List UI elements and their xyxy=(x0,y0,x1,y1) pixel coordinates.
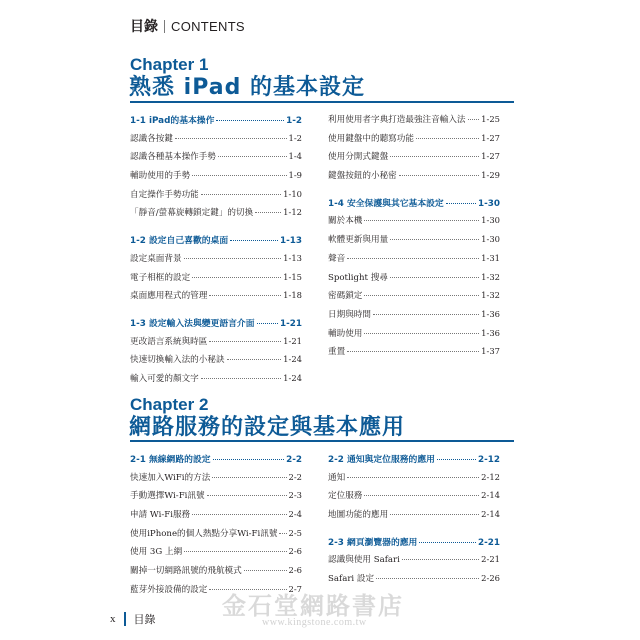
toc-leader-dots xyxy=(347,258,479,259)
toc-leader-dots xyxy=(376,578,479,579)
toc-leader-dots xyxy=(347,477,479,478)
chapter1-label: Chapter 1 xyxy=(130,55,209,74)
toc-entry xyxy=(130,527,302,546)
toc-entry-page: 1-27 xyxy=(481,132,500,143)
toc-entry-title: 密碼鎖定 xyxy=(328,291,363,302)
toc-entry xyxy=(130,289,302,308)
toc-entry-page: 1-32 xyxy=(481,290,500,301)
toc-entry-title: 使用分開式鍵盤 xyxy=(328,152,389,163)
toc-entry-page: 2-12 xyxy=(477,455,500,465)
toc-leader-dots xyxy=(255,212,281,213)
toc-entry-page: 1-2 xyxy=(288,132,302,143)
toc-leader-dots xyxy=(184,551,286,552)
toc-entry-page: 2-4 xyxy=(288,509,302,520)
toc-entry-title: 申請 Wi-Fi服務 xyxy=(130,510,191,521)
toc-entry-title: 通知 xyxy=(328,472,346,483)
chapter1-rule xyxy=(130,101,514,103)
header-title-en: CONTENTS xyxy=(171,18,245,34)
chapter2-right-column xyxy=(328,452,500,591)
chapter2-title: 網路服務的設定與基本應用 xyxy=(129,415,406,440)
toc-entry-title: 輸入可愛的顏文字 xyxy=(130,373,199,384)
toc-entry-page: 2-5 xyxy=(288,527,302,538)
toc-leader-dots xyxy=(279,533,286,534)
toc-entry xyxy=(328,271,500,290)
chapter2-rule xyxy=(130,440,514,442)
toc-entry-page: 1-13 xyxy=(283,252,302,263)
toc-entry xyxy=(328,471,500,490)
toc-entry-title: 地圖功能的應用 xyxy=(328,510,389,521)
watermark-logo: 金石堂網路書店 xyxy=(222,591,404,620)
toc-leader-dots xyxy=(212,477,286,478)
toc-leader-dots xyxy=(227,359,282,360)
toc-entry xyxy=(328,289,500,308)
toc-entry xyxy=(328,233,500,252)
toc-section-entry xyxy=(130,452,302,471)
toc-entry-page: 1-10 xyxy=(283,188,302,199)
toc-leader-dots xyxy=(416,138,479,139)
toc-entry-page: 2-2 xyxy=(288,471,302,482)
toc-entry xyxy=(328,308,500,327)
toc-entry xyxy=(328,132,500,151)
toc-entry-title: 鍵盤按鈕的小秘密 xyxy=(328,171,397,182)
toc-entry-title: 桌面應用程式的管理 xyxy=(130,291,208,302)
toc-entry-page: 1-36 xyxy=(481,308,500,319)
header-divider xyxy=(164,20,165,33)
toc-entry-title: 2-3 網頁瀏覽器的應用 xyxy=(328,537,418,548)
footer-label: 目錄 xyxy=(133,613,156,626)
toc-entry-page: 1-27 xyxy=(481,151,500,162)
toc-leader-dots xyxy=(373,314,479,315)
toc-entry-page: 1-24 xyxy=(283,372,302,383)
toc-entry xyxy=(130,353,302,372)
toc-leader-dots xyxy=(347,351,479,352)
toc-entry-page: 2-7 xyxy=(288,583,302,594)
toc-entry xyxy=(130,132,302,151)
toc-entry-title: 輔助使用的手勢 xyxy=(130,171,191,182)
toc-section-entry xyxy=(130,113,302,132)
toc-entry-title: 1-2 設定自己喜歡的桌面 xyxy=(130,236,229,247)
toc-leader-dots xyxy=(437,459,476,460)
toc-entry xyxy=(130,489,302,508)
toc-leader-dots xyxy=(419,542,476,543)
toc-leader-dots xyxy=(209,341,281,342)
toc-entry-title: 日期與時間 xyxy=(328,309,371,320)
toc-leader-dots xyxy=(218,156,287,157)
toc-entry xyxy=(130,372,302,391)
toc-leader-dots xyxy=(390,156,479,157)
toc-leader-dots xyxy=(192,175,286,176)
toc-entry-page: 1-36 xyxy=(481,327,500,338)
toc-entry-title: 關於本機 xyxy=(328,216,363,227)
toc-entry-title: 軟體更新與用量 xyxy=(328,235,389,246)
toc-section-entry xyxy=(130,233,302,252)
toc-leader-dots xyxy=(257,323,278,324)
toc-section-entry xyxy=(328,196,500,215)
toc-leader-dots xyxy=(364,333,479,334)
toc-leader-dots xyxy=(390,514,479,515)
toc-entry-title: 使用鍵盤中的聽寫功能 xyxy=(328,133,414,144)
toc-entry-page: 2-2 xyxy=(286,455,302,465)
toc-entry xyxy=(130,271,302,290)
toc-leader-dots xyxy=(184,258,282,259)
toc-entry xyxy=(130,252,302,271)
chapter1-title: 熟悉 iPad 的基本設定 xyxy=(129,75,365,100)
toc-leader-dots xyxy=(192,514,286,515)
toc-leader-dots xyxy=(399,175,479,176)
toc-entry-title: 聲音 xyxy=(328,253,346,264)
toc-leader-dots xyxy=(244,570,287,571)
toc-entry-page: 2-12 xyxy=(481,471,500,482)
toc-leader-dots xyxy=(446,203,476,204)
chapter1-left-column xyxy=(130,113,302,391)
toc-entry-title: 藍芽外接設備的設定 xyxy=(130,584,208,595)
toc-entry-page: 1-24 xyxy=(283,354,302,365)
toc-entry-page: 2-6 xyxy=(288,565,302,576)
toc-entry-title: 自定操作手勢功能 xyxy=(130,189,199,200)
toc-entry-title: 2-2 通知與定位服務的應用 xyxy=(328,455,435,465)
toc-entry-page: 1-29 xyxy=(481,170,500,181)
toc-entry-title: 快速切換輸入法的小秘訣 xyxy=(130,355,225,366)
toc-entry xyxy=(130,188,302,207)
chapter1-right-column xyxy=(328,113,500,364)
toc-entry xyxy=(328,553,500,572)
toc-entry-title: 手動選擇Wi-Fi訊號 xyxy=(130,491,205,502)
toc-entry xyxy=(328,489,500,508)
toc-entry-page: 1-25 xyxy=(481,114,500,124)
toc-leader-dots xyxy=(216,120,284,121)
toc-entry-title: 重置 xyxy=(328,347,346,358)
toc-entry-page: 2-14 xyxy=(481,490,500,501)
toc-leader-dots xyxy=(402,559,479,560)
toc-entry-page: 1-30 xyxy=(481,215,500,226)
toc-leader-dots xyxy=(175,138,287,139)
toc-entry xyxy=(130,508,302,527)
toc-entry-title: 利用使用者字典打造最強注音輸入法 xyxy=(328,115,466,125)
toc-entry-page: 1-32 xyxy=(481,271,500,282)
toc-entry-page: 1-15 xyxy=(283,271,302,282)
toc-entry-title: 使用 3G 上網 xyxy=(130,547,183,558)
toc-entry-page: 1-13 xyxy=(279,236,302,247)
toc-entry-page: 1-9 xyxy=(288,170,302,181)
toc-section-entry xyxy=(328,452,500,471)
toc-leader-dots xyxy=(390,277,479,278)
toc-entry xyxy=(328,150,500,169)
toc-leader-dots xyxy=(364,495,479,496)
toc-leader-dots xyxy=(364,295,479,296)
toc-entry-page: 2-14 xyxy=(481,509,500,520)
footer-bar xyxy=(124,612,126,626)
toc-entry xyxy=(328,214,500,233)
toc-entry-title: 1-3 設定輸入法與變更語言介面 xyxy=(130,318,255,329)
toc-entry-title: 更改語言系統與時區 xyxy=(130,336,208,347)
toc-entry-title: 定位服務 xyxy=(328,491,363,502)
toc-entry-title: 「靜音/螢幕旋轉鎖定鍵」的切換 xyxy=(130,208,254,219)
toc-section-entry xyxy=(130,316,302,335)
toc-entry xyxy=(328,113,500,132)
toc-entry xyxy=(130,471,302,490)
toc-entry xyxy=(328,327,500,346)
toc-entry-title: 1-4 安全保護與其它基本設定 xyxy=(328,198,444,209)
toc-entry xyxy=(328,508,500,527)
page-footer xyxy=(110,611,156,627)
toc-entry-page: 2-26 xyxy=(481,573,500,584)
toc-entry xyxy=(130,169,302,188)
toc-entry xyxy=(130,564,302,583)
toc-entry-page: 1-21 xyxy=(279,318,302,329)
toc-entry xyxy=(130,206,302,225)
toc-entry xyxy=(328,169,500,188)
toc-entry-title: 輔助使用 xyxy=(328,328,363,339)
toc-entry-page: 1-31 xyxy=(481,252,500,263)
toc-entry-title: 快速加入WiFi的方法 xyxy=(130,472,211,483)
toc-entry-title: 認識與使用 Safari xyxy=(328,555,400,566)
toc-leader-dots xyxy=(201,378,281,379)
toc-entry-page: 1-2 xyxy=(286,116,302,126)
toc-entry-page: 2-21 xyxy=(481,554,500,565)
toc-entry-page: 1-18 xyxy=(283,290,302,301)
toc-entry-page: 1-21 xyxy=(283,335,302,346)
toc-leader-dots xyxy=(390,239,479,240)
toc-section-entry xyxy=(328,535,500,554)
toc-entry-title: Safari 設定 xyxy=(328,574,375,585)
toc-leader-dots xyxy=(468,119,480,120)
toc-entry-title: 2-1 無線網路的設定 xyxy=(130,455,211,465)
toc-leader-dots xyxy=(201,194,281,195)
header-title-zh: 目錄 xyxy=(130,19,158,35)
watermark-url: www.kingstone.com.tw xyxy=(262,617,367,628)
page-header xyxy=(130,16,245,36)
toc-entry-title: 電子相框的設定 xyxy=(130,272,191,283)
toc-entry-title: 關掉一切網路訊號的飛航模式 xyxy=(130,566,242,577)
toc-leader-dots xyxy=(192,277,281,278)
toc-entry-title: Spotlight 搜尋 xyxy=(328,272,388,283)
toc-entry-page: 2-6 xyxy=(288,546,302,557)
toc-leader-dots xyxy=(213,459,285,460)
toc-entry-title: 認識各種基本操作手勢 xyxy=(130,152,216,163)
toc-entry-page: 1-30 xyxy=(481,234,500,245)
chapter2-left-column xyxy=(130,452,302,602)
chapter2-label: Chapter 2 xyxy=(130,395,209,414)
toc-entry-page: 2-21 xyxy=(477,537,500,548)
toc-entry-page: 2-3 xyxy=(288,490,302,501)
toc-leader-dots xyxy=(207,495,287,496)
toc-entry-title: 設定桌面背景 xyxy=(130,253,182,264)
toc-entry xyxy=(130,150,302,169)
toc-entry xyxy=(130,545,302,564)
toc-entry-page: 1-4 xyxy=(288,151,302,162)
toc-entry-page: 1-12 xyxy=(283,207,302,218)
toc-entry-title: 1-1 iPad的基本操作 xyxy=(130,116,215,126)
toc-entry xyxy=(130,335,302,354)
toc-entry-title: 認識各按鍵 xyxy=(130,133,173,144)
toc-entry-title: 使用iPhone的個人熱點分享Wi-Fi訊號 xyxy=(130,528,278,539)
toc-entry xyxy=(328,252,500,271)
toc-entry-page: 1-30 xyxy=(477,198,500,209)
toc-entry-page: 1-37 xyxy=(481,346,500,357)
toc-leader-dots xyxy=(364,220,479,221)
toc-leader-dots xyxy=(230,240,278,241)
toc-entry xyxy=(328,345,500,364)
toc-leader-dots xyxy=(209,295,281,296)
page-number: x xyxy=(110,613,116,625)
